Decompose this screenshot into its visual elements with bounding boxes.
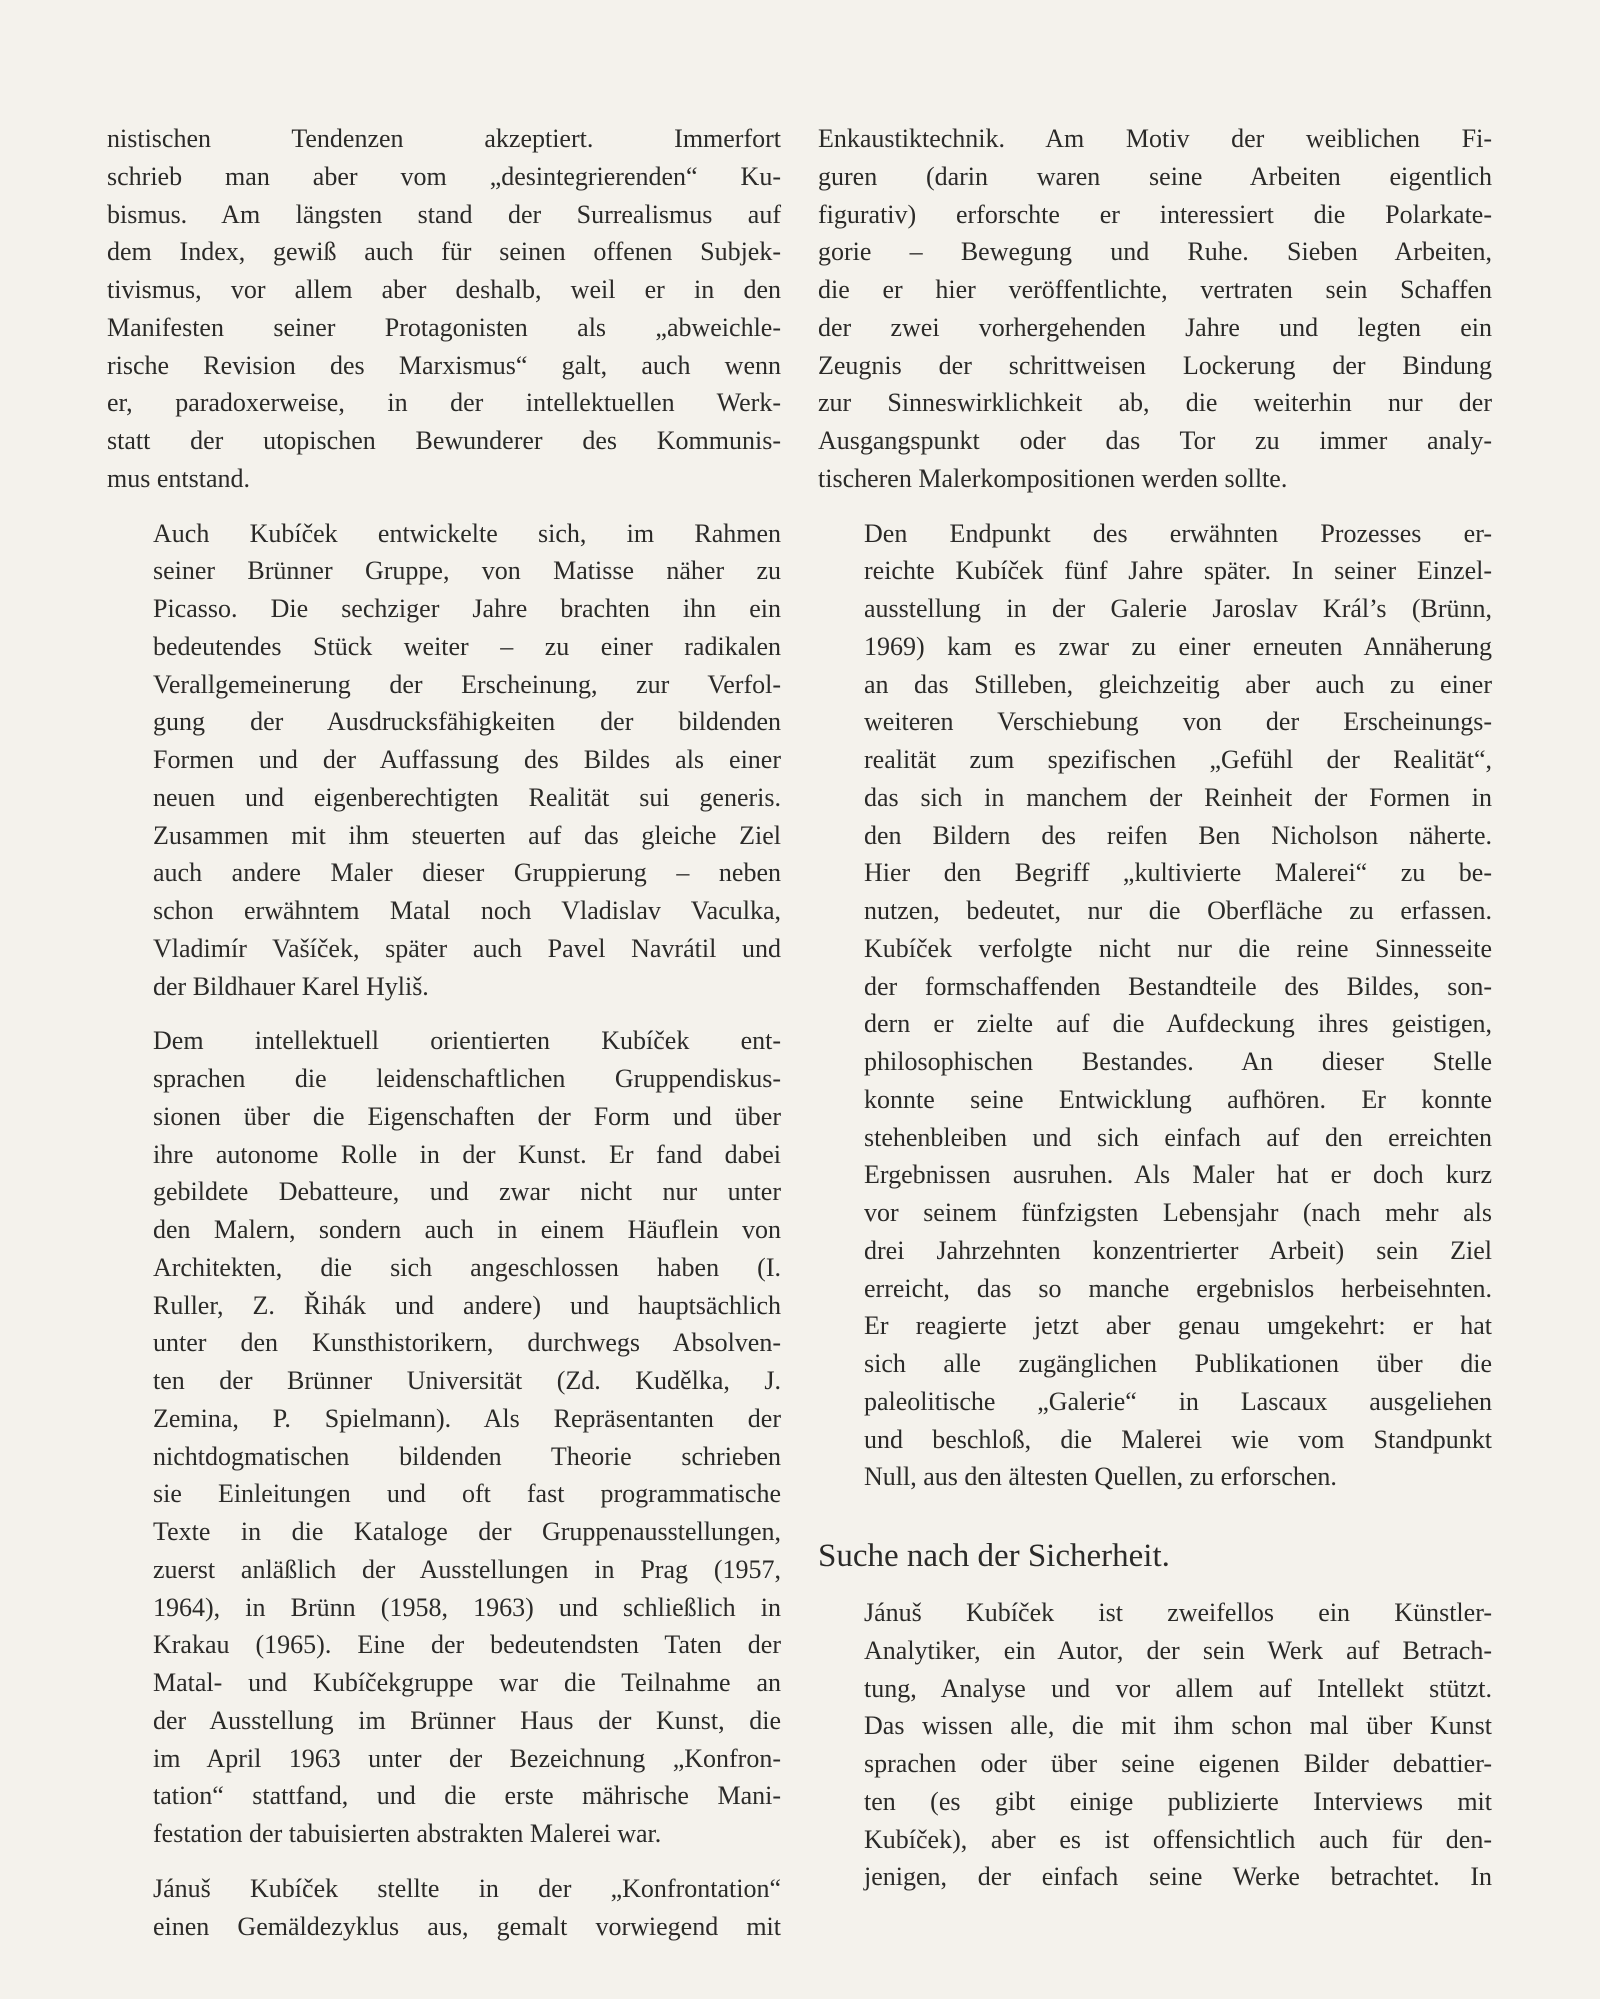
text-line: tung, Analyse und vor allem auf Intellekt stützt. (864, 1673, 1492, 1703)
text-line: zur Sinneswirklichkeit ab, die weiterhin nur der (818, 388, 1492, 418)
paragraph (818, 515, 1492, 1497)
text-line: und beschloß, die Malerei wie vom Standpunkt (864, 1424, 1492, 1454)
text-line: erreicht, das so manche ergebnislos herbeisehnten. (864, 1273, 1492, 1303)
paragraph (818, 1594, 1492, 1896)
text-line: neuen und eigenberechtigten Realität sui generis. (153, 782, 781, 812)
text-line: festation der tabuisierten abstrakten Malerei war. (153, 1819, 662, 1848)
text-line: sie Einleitungen und oft fast programmatische (153, 1479, 781, 1509)
text-line: nistischen Tendenzen akzeptiert. Immerfort (107, 124, 781, 153)
text-line: Krakau (1965). Eine der bedeutendsten Taten der (153, 1630, 781, 1660)
text-line: seiner Brünner Gruppe, von Matisse näher zu (153, 556, 781, 586)
text-line: der zwei vorhergehenden Jahre und legten ein (818, 312, 1492, 342)
text-line: die er hier veröffentlichte, vertraten sein Schaffen (818, 275, 1492, 304)
text-line: Den Endpunkt des erwähnten Prozesses er- (864, 518, 1492, 548)
text-line: gebildete Debatteure, und zwar nicht nur unter (153, 1177, 781, 1207)
text-line: zuerst anläßlich der Ausstellungen in Prag (1957, (153, 1554, 781, 1584)
text-line: sionen über die Eigenschaften der Form und über (153, 1101, 781, 1131)
text-line: Ruller, Z. Řihák und andere) und hauptsächlich (153, 1290, 781, 1320)
text-line: einen Gemäldezyklus aus, gemalt vorwiegend mit (153, 1911, 781, 1941)
text-line: Ergebnissen ausruhen. Als Maler hat er doch kurz (864, 1160, 1492, 1190)
left-column (107, 120, 781, 1945)
text-line: Auch Kubíček entwickelte sich, im Rahmen (153, 518, 781, 548)
text-line: ausstellung in der Galerie Jaroslav Král’s (Brünn, (864, 594, 1492, 623)
text-line: drei Jahrzehnten konzentrierter Arbeit) sein Ziel (864, 1235, 1492, 1265)
text-line: auch andere Maler dieser Gruppierung – neben (153, 858, 781, 888)
text-line: tation“ stattfand, und die erste mährische Mani- (153, 1781, 781, 1811)
text-line: ten der Brünner Universität (Zd. Kudělka, J. (153, 1366, 781, 1395)
text-line: reichte Kubíček fünf Jahre später. In seiner Einzel- (864, 556, 1492, 586)
text-line: im April 1963 unter der Bezeichnung „Konfron- (153, 1743, 781, 1773)
text-line: der Ausstellung im Brünner Haus der Kunst, die (153, 1705, 781, 1735)
right-column (818, 120, 1492, 1896)
text-line: dem Index, gewiß auch für seinen offenen Subjek- (107, 237, 781, 267)
text-line: Vladimír Vašíček, später auch Pavel Navrátil und (153, 933, 781, 963)
text-line: Zusammen mit ihm steuerten auf das gleiche Ziel (153, 820, 781, 850)
text-line: Manifesten seiner Protagonisten als „abweichle- (107, 312, 781, 342)
text-line: Zemina, P. Spielmann). Als Repräsentanten der (153, 1403, 781, 1433)
text-line: schrieb man aber vom „desintegrierenden“ Ku- (107, 161, 781, 191)
text-line: figurativ) erforschte er interessiert die Polarkate- (818, 199, 1492, 229)
text-line: Verallgemeinerung der Erscheinung, zur Verfol- (153, 669, 781, 699)
text-line: Zeugnis der schrittweisen Lockerung der Bindung (818, 350, 1492, 380)
text-line: der Bildhauer Karel Hyliš. (153, 971, 429, 1001)
text-line: das sich in manchem der Reinheit der Formen in (864, 782, 1492, 812)
text-line: paleolitische „Galerie“ in Lascaux ausgeliehen (864, 1386, 1492, 1416)
text-line: jenigen, der einfach seine Werke betrachtet. In (864, 1862, 1492, 1892)
text-line: Matal- und Kubíčekgruppe war die Teilnahme an (153, 1668, 781, 1697)
text-line: ihre autonome Rolle in der Kunst. Er fand dabei (153, 1139, 781, 1169)
text-line: gorie – Bewegung und Ruhe. Sieben Arbeiten, (818, 237, 1492, 267)
text-line: er, paradoxerweise, in der intellektuellen Werk- (107, 388, 781, 418)
text-line: Analytiker, ein Autor, der sein Werk auf Betrach- (864, 1635, 1492, 1665)
text-line: tivismus, vor allem aber deshalb, weil er in den (107, 275, 781, 304)
text-line: stehenbleiben und sich einfach auf den erreichten (864, 1122, 1492, 1152)
text-line: Enkaustiktechnik. Am Motiv der weiblichen Fi- (818, 124, 1492, 153)
text-line: 1964), in Brünn (1958, 1963) und schließlich in (153, 1592, 781, 1622)
text-line: philosophischen Bestandes. An dieser Stelle (864, 1047, 1492, 1076)
text-line: Dem intellektuell orientierten Kubíček ent- (153, 1026, 781, 1056)
text-line: Er reagierte jetzt aber genau umgekehrt: er hat (864, 1311, 1492, 1341)
text-line: sprachen die leidenschaftlichen Gruppendiskus- (153, 1064, 781, 1093)
text-line: Texte in die Kataloge der Gruppenausstellungen, (153, 1517, 781, 1546)
text-line: Formen und der Auffassung des Bildes als einer (153, 745, 781, 774)
text-line: der formschaffenden Bestandteile des Bildes, son- (864, 971, 1492, 1001)
text-line: Null, aus den ältesten Quellen, zu erforschen. (864, 1462, 1337, 1492)
text-line: Das wissen alle, die mit ihm schon mal über Kunst (864, 1711, 1492, 1741)
text-line: guren (darin waren seine Arbeiten eigentlich (818, 161, 1492, 191)
text-line: mus entstand. (107, 463, 250, 493)
text-line: Picasso. Die sechziger Jahre brachten ihn ein (153, 594, 781, 623)
text-line: Kubíček), aber es ist offensichtlich auch für den- (864, 1824, 1492, 1854)
text-line: Kubíček verfolgte nicht nur die reine Sinnesseite (864, 933, 1492, 963)
text-line: tischeren Malerkompositionen werden sollte. (818, 463, 1288, 493)
text-line: realität zum spezifischen „Gefühl der Realität“, (864, 745, 1492, 774)
text-line: Architekten, die sich angeschlossen haben (I. (153, 1252, 781, 1282)
text-line: den Malern, sondern auch in einem Häuflein von (153, 1215, 781, 1244)
text-line: den Bildern des reifen Ben Nicholson näherte. (864, 820, 1492, 850)
text-line: Hier den Begriff „kultivierte Malerei“ zu be- (864, 858, 1492, 888)
section-heading: Suche nach der Sicherheit. (818, 1538, 1170, 1574)
text-line: weiteren Verschiebung von der Erscheinungs- (864, 707, 1492, 737)
paragraph (107, 120, 781, 498)
text-line: sich alle zugänglichen Publikationen über die (864, 1349, 1492, 1378)
text-line: rische Revision des Marxismus“ galt, auch wenn (107, 350, 781, 380)
text-line: nutzen, bedeutet, nur die Oberfläche zu erfassen. (864, 896, 1492, 925)
text-line: statt der utopischen Bewunderer des Kommunis- (107, 426, 781, 455)
text-line: an das Stilleben, gleichzeitig aber auch zu einer (864, 669, 1492, 699)
text-line: nichtdogmatischen bildenden Theorie schrieben (153, 1441, 781, 1471)
text-line: bismus. Am längsten stand der Surrealismus auf (107, 199, 781, 229)
paragraph (107, 1022, 781, 1853)
text-line: konnte seine Entwicklung aufhören. Er konnte (864, 1084, 1492, 1114)
paragraph (107, 515, 781, 1006)
text-line: unter den Kunsthistorikern, durchwegs Absolven- (153, 1328, 781, 1358)
text-line: sprachen oder über seine eigenen Bilder debattier- (864, 1749, 1492, 1778)
text-line: ten (es gibt einige publizierte Interviews mit (864, 1786, 1492, 1816)
text-line: 1969) kam es zwar zu einer erneuten Annäherung (864, 631, 1492, 661)
text-line: gung der Ausdrucksfähigkeiten der bildenden (153, 707, 781, 737)
paragraph (818, 120, 1492, 498)
paragraph (107, 1870, 781, 1946)
text-line: dern er zielte auf die Aufdeckung ihres geistigen, (864, 1009, 1492, 1039)
text-line: bedeutendes Stück weiter – zu einer radikalen (153, 631, 781, 661)
text-line: vor seinem fünfzigsten Lebensjahr (nach mehr als (864, 1198, 1492, 1227)
text-line: Jánuš Kubíček ist zweifellos ein Künstler- (864, 1598, 1492, 1627)
text-line: Jánuš Kubíček stellte in der „Konfrontation“ (153, 1873, 781, 1903)
text-line: Ausgangspunkt oder das Tor zu immer analy- (818, 426, 1492, 455)
text-line: schon erwähntem Matal noch Vladislav Vaculka, (153, 896, 781, 925)
